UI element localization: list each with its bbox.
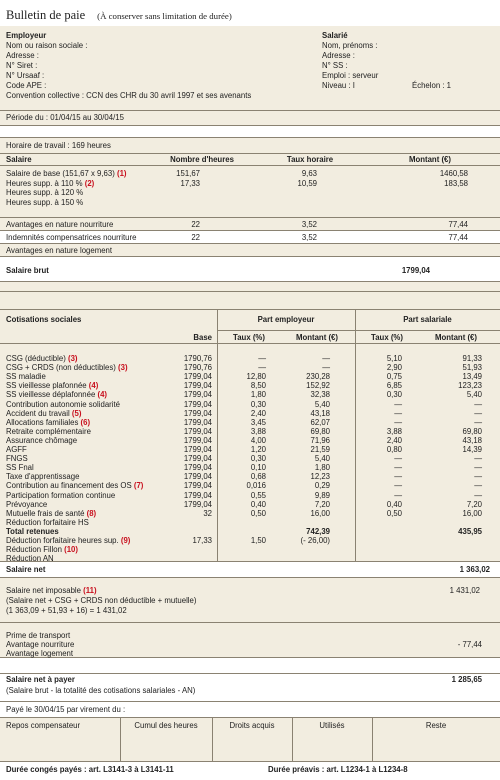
cotisation-row-label: Réduction Fillon (10) (6, 545, 78, 555)
cotisation-row-label: SS Fnal (6, 463, 34, 473)
cotisation-row-montant-salarie: — (474, 399, 482, 409)
cotisation-row-montant-employeur: 71,96 (310, 435, 330, 445)
cotisation-row-taux-employeur: 3,45 (250, 417, 266, 427)
cotisation-row-label: Retraite complémentaire (6, 426, 91, 436)
cotisation-row-label: CSG (déductible) (3) (6, 354, 78, 363)
cotisation-row-montant-employeur: 742,39 (306, 526, 330, 536)
amount-header: Montant (€) (408, 155, 451, 164)
net-payer-label: Salaire net à payer (6, 675, 75, 684)
cotisation-row-taux-employeur: 1,50 (250, 536, 266, 545)
indemnites-amount: 77,44 (448, 233, 468, 242)
cotisation-row-montant-employeur: 5,40 (314, 454, 330, 464)
cotisation-row-base: 1799,04 (183, 408, 212, 418)
cotisation-row-taux-salarie: — (394, 490, 402, 500)
cotisation-row-montant-salarie: 13,49 (462, 372, 482, 382)
cotisation-row-montant-employeur: 12,23 (310, 472, 330, 482)
cotisation-row-montant-employeur: (- 26,00) (300, 536, 330, 545)
cotisation-row-taux-employeur: — (258, 363, 266, 373)
cotisation-row-taux-employeur: — (258, 354, 266, 363)
salaire-row-label: Heures supp. à 110 % (2) (6, 178, 95, 188)
cotisation-row-taux-salarie: 0,40 (386, 499, 402, 509)
cumul-heures-header: Cumul des heures (134, 721, 198, 730)
salaire-brut-value: 1799,04 (401, 266, 430, 275)
montant-salarie-header: Montant (€) (434, 333, 477, 342)
salaire-row-label: Heures supp. à 150 % (6, 197, 84, 207)
paye-le: Payé le 30/04/15 par virement du : (6, 705, 126, 714)
indemnites-label: Indemnités compensatrices nourriture (6, 233, 137, 242)
montant-employeur-header: Montant (€) (295, 333, 338, 342)
periode: Période du : 01/04/15 au 30/04/15 (6, 113, 124, 122)
cotisation-row-montant-salarie: — (474, 472, 482, 482)
cotisation-row-taux-salarie: — (394, 454, 402, 464)
utilises-header: Utilisés (319, 721, 345, 730)
employee-heading: Salarié (322, 31, 348, 40)
cotisation-row-base: 1799,04 (183, 417, 212, 427)
cotisation-row-label: Prévoyance (6, 499, 48, 509)
cotisation-row-montant-salarie: — (474, 490, 482, 500)
cotisation-row-taux-employeur: 0,016 (246, 481, 266, 491)
cotisation-row-montant-employeur: 0,29 (314, 481, 330, 491)
cotisation-row-label: SS maladie (6, 372, 46, 382)
cotisation-row-label: Participation formation continue (6, 490, 116, 500)
cotisation-row-taux-employeur: 0,10 (250, 463, 266, 473)
cotisation-row-taux-employeur: 0,68 (250, 472, 266, 482)
cotisation-row-montant-salarie: 43,18 (462, 435, 482, 445)
cotisation-row-label: CSG + CRDS (non déductibles) (3) (6, 363, 128, 373)
net-payer-formula: (Salaire brut - la totalité des cotisations salariales - AN) (6, 686, 196, 695)
cotisation-row-montant-employeur: 9,89 (314, 490, 330, 500)
cotisation-row-taux-salarie: 3,88 (386, 426, 402, 436)
cotisation-row-montant-salarie: 51,93 (462, 363, 482, 373)
cotisations-heading: Cotisations sociales (6, 315, 82, 324)
cotisation-row-label: Assurance chômage (6, 435, 78, 445)
cotisation-row-montant-employeur: 21,59 (310, 445, 330, 454)
cotisation-row-montant-salarie: 123,23 (458, 381, 482, 391)
payslip-title: Bulletin de paie (À conserver sans limitation de durée) (6, 8, 232, 22)
imposable-value: 1 431,02 (449, 586, 480, 595)
cotisation-row-montant-employeur: — (322, 354, 330, 363)
cotisation-row-label: Contribution autonomie solidarité (6, 399, 120, 409)
row-bg (0, 125, 500, 137)
cotisation-row-taux-employeur: 4,00 (250, 435, 266, 445)
salaire-row-amount: 1460,58 (439, 169, 468, 178)
cotisation-row-base: 1799,04 (183, 499, 212, 509)
cotisation-row-montant-employeur: 69,80 (310, 426, 330, 436)
salaire-row-hours: 151,67 (176, 169, 200, 178)
cotisation-row-montant-employeur: 230,28 (306, 372, 330, 382)
cotisation-row-taux-employeur: 3,88 (250, 426, 266, 436)
salaire-brut-label: Salaire brut (6, 266, 49, 275)
cotisation-row-taux-salarie: — (394, 408, 402, 418)
avantages-nourriture-hours: 22 (191, 220, 200, 229)
cotisation-row-base: 17,33 (192, 536, 212, 545)
cotisation-row-base: 1799,04 (183, 454, 212, 464)
cotisation-row-montant-salarie: — (474, 408, 482, 418)
cotisation-row-montant-salarie: 7,20 (466, 499, 482, 509)
cotisation-row-taux-salarie: 0,75 (386, 372, 402, 382)
footer-preavis: Durée préavis : art. L1234-1 à L1234-8 (268, 765, 408, 774)
footer-conges: Durée congés payés : art. L3141-3 à L3141-11 (6, 765, 174, 774)
payslip-sheet: Employeur Nom ou raison sociale : Adresse : N° Siret : N° Ursaaf : Code APE : Convention collective : CCN des CHR du 30 avril 1997 et ses avenants Salarié Nom, prénoms : Adresse : N° SS : Emploi : serveur Niveau : I Échelon : 1 Période du : 01/04/15 au 30/04/15 Horaire de travail : 169 heures Salaire Nombre d'heures Taux horaire Montant (€) Salaire de base (151,67 x 9,63) (1) 151,67 9,63 1460,58 Heures supp. à 110 % (2) 17,33 10,59 183,58 Heures supp. à 120 % Heures supp. à 150 % Avantages en nature nourriture 22 3,52 77,44 Indemnités compensatrices nourriture 22 3,52 77,44 Avantages en nature logement Salaire brut 1799,04 Cotisations sociales Part employeur Part salariale Base Taux (%) Montant (€) Taux (%) Montant (€) CSG (déductible) (3) 1790,76 — — 5,10 91,33 CSG + CRDS (non déductibles) (3) 1790,76 — — 2,90 51,93 SS maladie 1799,04 12,80 230,28 0,75 13,49 SS vieillesse plafonnée (4) 1799,04 8,50 152,92 6,85 123,23 SS vieillesse déplafonnée (4) 1799,04 1,80 32,38 0,30 5,40 Contribution autonomie solidarité 1799,04 0,30 5,40 — — Accident du travail (5) 1799,04 2,40 43,18 — — Allocations familiales (6) 1799,04 3,45 62,07 — — Retraite complémentaire 1799,04 3,88 69,80 3,88 69,80 Assurance chômage 1799,04 4,00 71,96 2,40 43,18 AGFF 1799,04 1,20 21,59 0,80 14,39 FNGS 1799,04 0,30 5,40 — — SS Fnal 1799,04 0,10 1,80 — — Taxe d'apprentissage 1799,04 0,68 12,23 — — Contribution au financement des OS (7) 1799,04 0,016 0,29 — — Participation formation continue 1799,04 0,55 9,89 — — Prévoyance 1799,04 0,40 7,20 0,40 7,20 Mutuelle frais de santé (8) 32 0,50 16,00 0,50 16,00 Réduction forfaitaire HS Total retenues 742,39 435,95 Déduction forfaitaire heures sup. (9) 17,33 1,50 (- 26,00) Réduction Fillon (10) Réduction AN Salaire net 1 363,02 Salaire net imposable (11) 1 431,02 (Salaire net + CSG + CRDS non déductible + mutuelle) (1 363,09 + 51,93 + 16) = 1 431,02 Prime de transport Avantage nourriture - 77,44 Avantage logement Salaire net à payer 1 285,65 (Salaire brut - la totalité des cotisations salariales - AN) Payé le 30/04/15 par virement du : Repos compensateur Cumul des heures Droits acquis Utilisés Reste (0, 26, 500, 761)
salaire-net-label: Salaire net (6, 565, 46, 574)
reste-header: Reste (425, 721, 447, 730)
cotisation-row-label: AGFF (6, 445, 27, 454)
cotisation-row-montant-salarie: — (474, 481, 482, 491)
cotisation-row-montant-employeur: 43,18 (310, 408, 330, 418)
cotisation-row-montant-salarie: 69,80 (462, 426, 482, 436)
avantages-nourriture-amount: 77,44 (448, 220, 468, 229)
cotisation-row-montant-employeur: 152,92 (306, 381, 330, 391)
cotisation-row-base: 1799,04 (183, 445, 212, 454)
payslip-subtitle: (À conserver sans limitation de durée) (97, 11, 232, 21)
taux-employeur-header: Taux (%) (233, 333, 265, 342)
cotisation-row-label: Accident du travail (5) (6, 408, 82, 418)
repos-compensateur-header: Repos compensateur (6, 721, 81, 730)
cotisation-row-taux-employeur: 0,55 (250, 490, 266, 500)
cotisation-row-taux-salarie: 2,40 (386, 435, 402, 445)
cotisation-row-base: 1799,04 (183, 381, 212, 391)
cotisation-row-label: Mutuelle frais de santé (8) (6, 508, 97, 518)
cotisation-row-base: 1799,04 (183, 426, 212, 436)
cotisation-row-label: Contribution au financement des OS (7) (6, 481, 144, 491)
cotisation-row-montant-employeur: 32,38 (310, 390, 330, 400)
cotisation-row-taux-employeur: 0,50 (250, 508, 266, 518)
cotisation-row-montant-employeur: 62,07 (310, 417, 330, 427)
cotisation-row-taux-employeur: 8,50 (250, 381, 266, 391)
net-payer-value: 1 285,65 (451, 675, 482, 684)
cotisation-row-montant-salarie: 14,39 (462, 445, 482, 454)
rate-header: Taux horaire (286, 155, 334, 164)
avantages-nourriture-rate: 3,52 (301, 220, 317, 229)
cotisation-row-base: 1799,04 (183, 463, 212, 473)
salaire-row-rate: 9,63 (301, 169, 317, 178)
cotisation-row-montant-salarie: — (474, 463, 482, 473)
employer-heading: Employeur (6, 31, 47, 40)
salaire-row-label: Heures supp. à 120 % (6, 188, 84, 198)
cotisation-row-taux-employeur: 1,20 (250, 445, 266, 454)
cotisation-row-base: 1799,04 (183, 372, 212, 382)
cotisation-row-montant-employeur: 1,80 (314, 463, 330, 473)
cotisation-row-base: 1799,04 (183, 399, 212, 409)
part-salariale-header: Part salariale (403, 315, 452, 324)
salaire-net-value: 1 363,02 (459, 565, 490, 574)
cotisation-row-label: Réduction forfaitaire HS (6, 517, 89, 527)
cotisation-row-taux-employeur: 0,40 (250, 499, 266, 509)
imposable-formula: (Salaire net + CSG + CRDS non déductible + mutuelle) (6, 596, 197, 605)
cotisation-row-base: 1799,04 (183, 472, 212, 482)
cotisation-row-taux-salarie: 6,85 (386, 381, 402, 391)
cotisation-row-montant-employeur: 7,20 (314, 499, 330, 509)
cotisation-row-taux-employeur: 0,30 (250, 399, 266, 409)
hours-header: Nombre d'heures (170, 155, 234, 164)
cotisation-row-taux-employeur: 0,30 (250, 454, 266, 464)
indemnites-rate: 3,52 (301, 233, 317, 242)
cotisation-row-label: Déduction forfaitaire heures sup. (9) (6, 536, 131, 545)
cotisation-row-taux-salarie: — (394, 417, 402, 427)
cotisation-row-base: 1799,04 (183, 481, 212, 491)
cotisation-row-taux-employeur: 1,80 (250, 390, 266, 400)
cotisation-row-montant-employeur: 16,00 (310, 508, 330, 518)
cotisation-row-label: Allocations familiales (6) (6, 417, 91, 427)
cotisation-row-label: FNGS (6, 454, 28, 464)
cotisation-row-taux-salarie: 5,10 (386, 354, 402, 363)
cotisation-row-base: 1799,04 (183, 490, 212, 500)
cotisation-row-taux-salarie: 0,80 (386, 445, 402, 454)
droits-acquis-header: Droits acquis (229, 721, 275, 730)
cotisation-row-taux-employeur: 2,40 (250, 408, 266, 418)
cotisation-row-label: Total retenues (6, 526, 59, 536)
cotisation-row-montant-employeur: 5,40 (314, 399, 330, 409)
horaire: Horaire de travail : 169 heures (6, 141, 111, 150)
imposable-label: Salaire net imposable (11) (6, 586, 97, 595)
cotisation-row-label: Réduction AN (6, 554, 54, 564)
avantages-nourriture-label: Avantages en nature nourriture (6, 220, 114, 229)
cotisation-row-taux-salarie: 0,50 (386, 508, 402, 518)
cotisation-row-base: 32 (203, 508, 212, 518)
cotisation-row-montant-salarie: 5,40 (466, 390, 482, 400)
avantages-logement-label: Avantages en nature logement (6, 246, 113, 255)
cotisation-row-taux-employeur: 12,80 (246, 372, 266, 382)
cotisation-row-label: Taxe d'apprentissage (6, 472, 80, 482)
cotisation-row-base: 1790,76 (183, 354, 212, 363)
cotisation-row-montant-employeur: — (322, 363, 330, 373)
salaire-header: Salaire (6, 155, 32, 164)
cotisation-row-base: 1790,76 (183, 363, 212, 373)
salaire-row-amount: 183,58 (444, 178, 468, 188)
avantage-nourriture: Avantage nourriture (6, 640, 75, 649)
cotisation-row-taux-salarie: 0,30 (386, 390, 402, 400)
cotisation-row-taux-salarie: — (394, 399, 402, 409)
indemnites-hours: 22 (191, 233, 200, 242)
cotisation-row-label: SS vieillesse déplafonnée (4) (6, 390, 107, 400)
prime-transport: Prime de transport (6, 631, 71, 640)
employee-echelon: Échelon : 1 (412, 81, 452, 90)
cotisation-row-montant-salarie: 91,33 (462, 354, 482, 363)
imposable-calc: (1 363,09 + 51,93 + 16) = 1 431,02 (6, 606, 127, 615)
cotisation-row-label: SS vieillesse plafonnée (4) (6, 381, 99, 391)
cotisation-row-montant-salarie: — (474, 417, 482, 427)
part-employeur-header: Part employeur (257, 315, 315, 324)
cotisation-row-taux-salarie: 2,90 (386, 363, 402, 373)
taux-salarie-header: Taux (%) (371, 333, 403, 342)
cotisation-row-taux-salarie: — (394, 463, 402, 473)
cotisation-row-montant-salarie: 16,00 (462, 508, 482, 518)
cotisation-row-taux-salarie: — (394, 472, 402, 482)
cotisation-row-montant-salarie: 435,95 (458, 526, 482, 536)
avantage-logement: Avantage logement (6, 649, 74, 658)
base-header: Base (193, 333, 212, 342)
salaire-row-hours: 17,33 (180, 178, 200, 188)
cotisation-row-montant-salarie: — (474, 454, 482, 464)
salaire-row-rate: 10,59 (297, 178, 317, 188)
salaire-row-label: Salaire de base (151,67 x 9,63) (1) (6, 169, 127, 178)
cotisation-row-base: 1799,04 (183, 390, 212, 400)
cotisation-row-taux-salarie: — (394, 481, 402, 491)
avantage-nourriture-value: - 77,44 (457, 640, 482, 649)
cotisation-row-base: 1799,04 (183, 435, 212, 445)
